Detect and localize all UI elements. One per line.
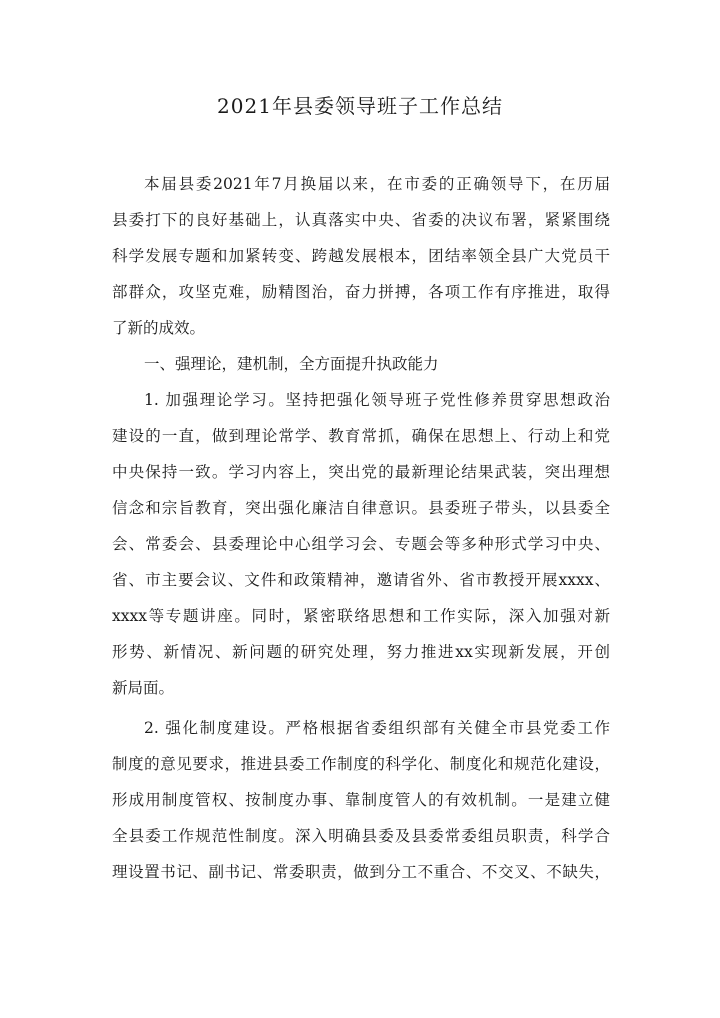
document-body — [112, 166, 610, 890]
text-line: 科学发展专题和加紧转变、跨越发展根本，团结率领全县广大党员干 — [112, 247, 610, 265]
text-line: 了新的成效。 — [112, 319, 206, 337]
text-line: 建设的一直，做到理论常学、教育常抓，确保在思想上、行动上和党 — [112, 427, 610, 445]
text-line: 县委打下的良好基础上，认真落实中央、省委的决议布署，紧紧围绕 — [112, 211, 610, 229]
text-line: 省、市主要会议、文件和政策精神，邀请省外、省市教授开展xxxx、 — [112, 571, 610, 589]
text-line: 一、强理论，建机制，全方面提升执政能力 — [144, 355, 439, 373]
section-heading — [112, 346, 610, 382]
text-line: 制度的意见要求，推进县委工作制度的科学化、制度化和规范化建设， — [112, 755, 610, 773]
text-line: 理设置书记、副书记、常委职责，做到分工不重合、不交叉、不缺失， — [112, 863, 610, 881]
text-line: 会、常委会、县委理论中心组学习会、专题会等多种形式学习中央、 — [112, 535, 610, 553]
text-line: 2. 强化制度建设。严格根据省委组织部有关健全市县党委工作 — [144, 719, 610, 737]
text-line: 全县委工作规范性制度。深入明确县委及县委常委组员职责，科学合 — [112, 827, 610, 845]
text-line: 信念和宗旨教育，突出强化廉洁自律意识。县委班子带头，以县委全 — [112, 499, 610, 517]
text-line: 1. 加强理论学习。坚持把强化领导班子党性修养贯穿思想政治 — [144, 391, 610, 409]
text-line: 形势、新情况、新问题的研究处理，努力推进xx实现新发展，开创 — [112, 643, 610, 661]
text-line: 形成用制度管权、按制度办事、靠制度管人的有效机制。一是建立健 — [112, 791, 610, 809]
text-line: 中央保持一致。学习内容上，突出党的最新理论结果武装，突出理想 — [112, 463, 610, 481]
paragraph-intro — [112, 166, 610, 346]
paragraph-item-1 — [112, 382, 610, 706]
text-line: 部群众，攻坚克难，励精图治，奋力拼搏，各项工作有序推进，取得 — [112, 283, 610, 301]
document-title: 2021年县委领导班子工作总结 — [217, 94, 503, 118]
text-line: xxxx等专题讲座。同时，紧密联络思想和工作实际，深入加强对新 — [112, 607, 610, 625]
text-line: 本届县委2021年7月换届以来，在市委的正确领导下，在历届 — [144, 175, 610, 193]
paragraph-item-2 — [112, 710, 610, 890]
text-line: 新局面。 — [112, 679, 175, 697]
